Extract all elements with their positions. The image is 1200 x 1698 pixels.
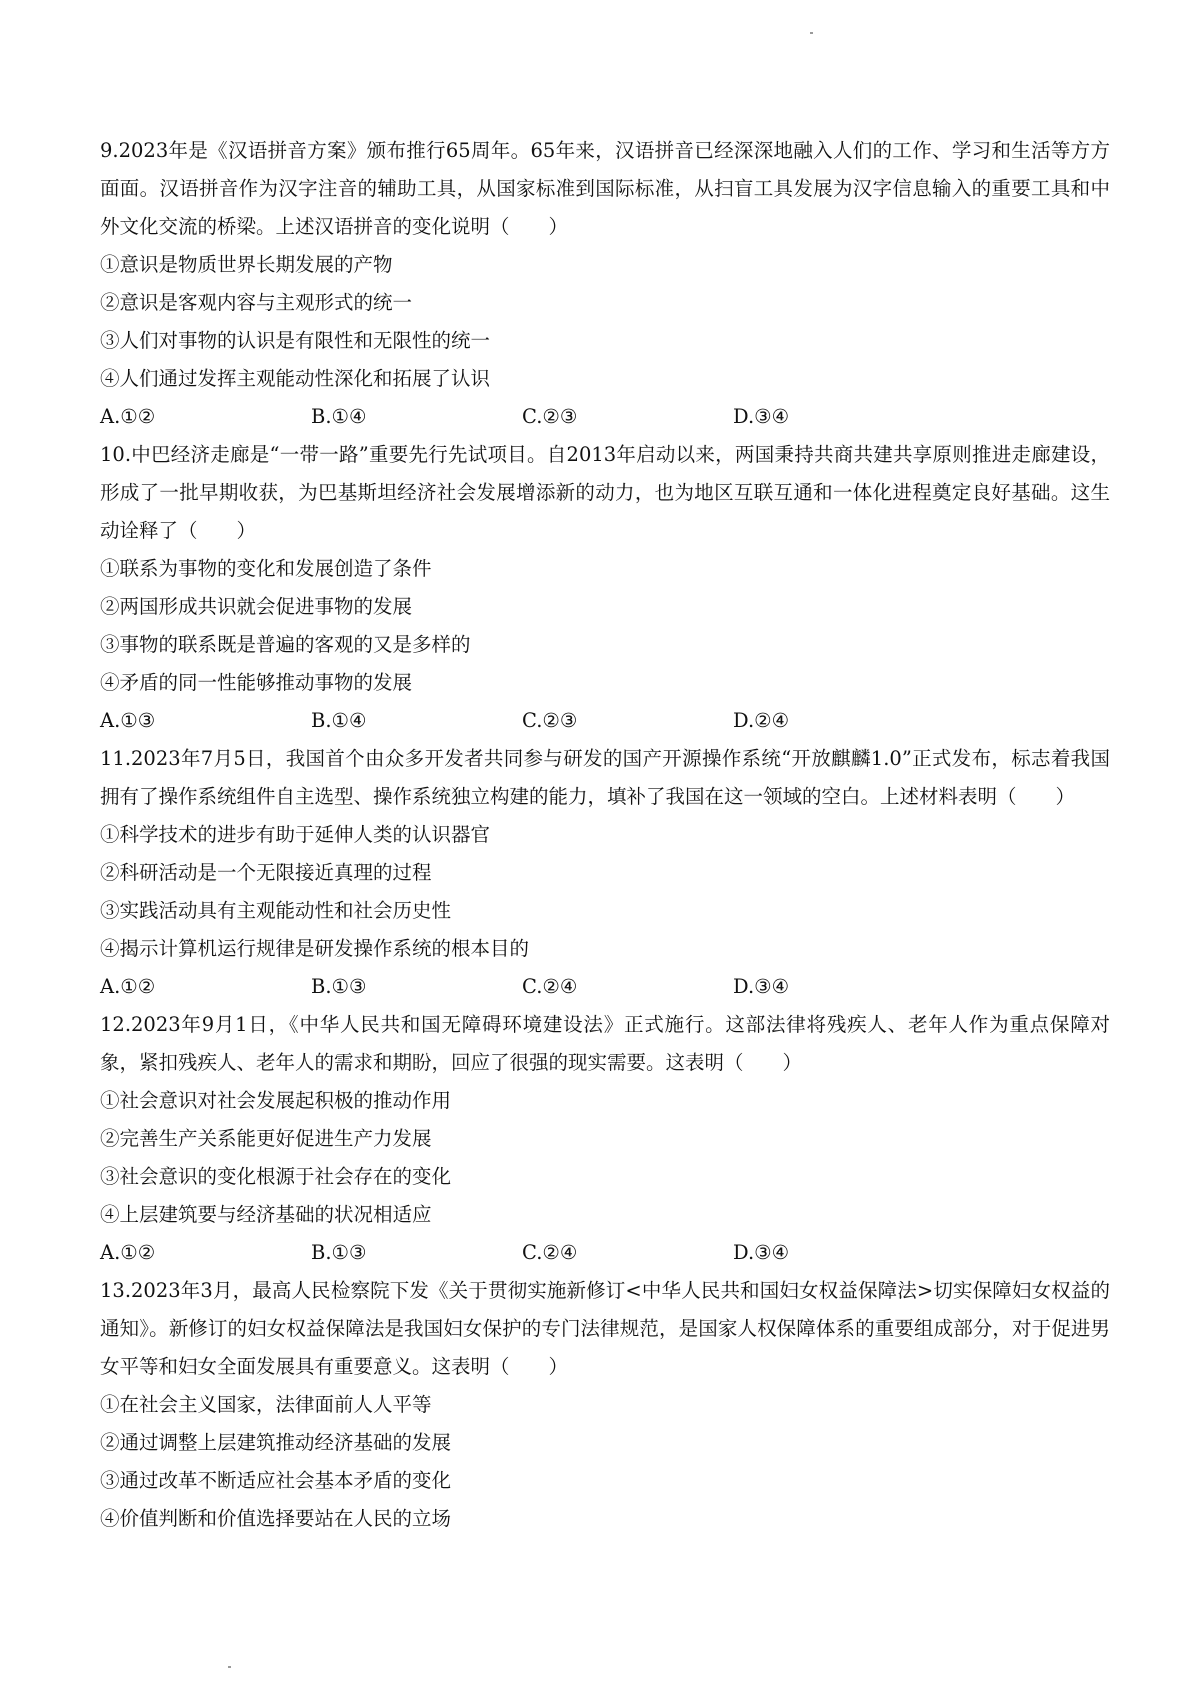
question-12 <box>100 1006 1110 1272</box>
choice-d: D.②④ <box>733 709 790 732</box>
answer-choices <box>100 398 1110 436</box>
answer-choices <box>100 702 1110 740</box>
statement-4: ④矛盾的同一性能够推动事物的发展 <box>100 671 413 694</box>
choice-c: C.②③ <box>522 709 578 732</box>
statement-2: ②科研活动是一个无限接近真理的过程 <box>100 861 432 884</box>
choice-b: B.①④ <box>311 405 367 428</box>
question-stem: 10.中巴经济走廊是“一带一路”重要先行先试项目。自2013年启动以来，两国秉持共商共建共享原则推进走廊建设，形成了一批早期收获，为巴基斯坦经济社会发展增添新的动力，也为地区互联互通和一体化进程奠定良好基础。这生动诠释了（ ） <box>100 443 1110 542</box>
statement-1: ①在社会主义国家，法律面前人人平等 <box>100 1393 432 1416</box>
statement-4: ④价值判断和价值选择要站在人民的立场 <box>100 1507 452 1530</box>
statement-2: ②通过调整上层建筑推动经济基础的发展 <box>100 1431 452 1454</box>
question-9 <box>100 132 1110 436</box>
question-stem: 9.2023年是《汉语拼音方案》颁布推行65周年。65年来，汉语拼音已经深深地融入人们的工作、学习和生活等方方面面。汉语拼音作为汉字注音的辅助工具，从国家标准到国际标准，从扫盲工具发展为汉字信息输入的重要工具和中外文化交流的桥梁。上述汉语拼音的变化说明（ ） <box>100 139 1110 238</box>
choice-d: D.③④ <box>733 1241 790 1264</box>
choice-d: D.③④ <box>733 405 790 428</box>
choice-a: A.①② <box>100 1241 156 1264</box>
statement-1: ①社会意识对社会发展起积极的推动作用 <box>100 1089 452 1112</box>
answer-choices <box>100 968 1110 1006</box>
statement-3: ③通过改革不断适应社会基本矛盾的变化 <box>100 1469 452 1492</box>
statement-2: ②意识是客观内容与主观形式的统一 <box>100 291 413 314</box>
statement-3: ③社会意识的变化根源于社会存在的变化 <box>100 1165 452 1188</box>
choice-d: D.③④ <box>733 975 790 998</box>
choice-a: A.①③ <box>100 709 156 732</box>
statement-3: ③实践活动具有主观能动性和社会历史性 <box>100 899 452 922</box>
question-stem: 12.2023年9月1日，《中华人民共和国无障碍环境建设法》正式施行。这部法律将残疾人、老年人作为重点保障对象，紧扣残疾人、老年人的需求和期盼，回应了很强的现实需要。这表明（ ） <box>100 1013 1110 1074</box>
choice-a: A.①② <box>100 405 156 428</box>
question-10 <box>100 436 1110 740</box>
question-13 <box>100 1272 1110 1538</box>
answer-choices <box>100 1234 1110 1272</box>
choice-c: C.②④ <box>522 975 578 998</box>
choice-b: B.①③ <box>311 975 367 998</box>
choice-b: B.①③ <box>311 1241 367 1264</box>
statement-4: ④揭示计算机运行规律是研发操作系统的根本目的 <box>100 937 530 960</box>
scan-mark-top <box>810 32 813 34</box>
statement-3: ③事物的联系既是普遍的客观的又是多样的 <box>100 633 471 656</box>
question-stem: 13.2023年3月，最高人民检察院下发《关于贯彻实施新修订<中华人民共和国妇女权益保障法>切实保障妇女权益的通知》。新修订的妇女权益保障法是我国妇女保护的专门法律规范，是国家人权保障体系的重要组成部分，对于促进男女平等和妇女全面发展具有重要意义。这表明（ ） <box>100 1279 1110 1378</box>
choice-a: A.①② <box>100 975 156 998</box>
question-list <box>100 132 1110 1538</box>
statement-4: ④上层建筑要与经济基础的状况相适应 <box>100 1203 432 1226</box>
choice-c: C.②③ <box>522 405 578 428</box>
question-stem: 11.2023年7月5日，我国首个由众多开发者共同参与研发的国产开源操作系统“开放麒麟1.0”正式发布，标志着我国拥有了操作系统组件自主选型、操作系统独立构建的能力，填补了我国在这一领域的空白。上述材料表明（ ） <box>100 747 1110 808</box>
question-11 <box>100 740 1110 1006</box>
statement-2: ②完善生产关系能更好促进生产力发展 <box>100 1127 432 1150</box>
statement-1: ①联系为事物的变化和发展创造了条件 <box>100 557 432 580</box>
statement-1: ①意识是物质世界长期发展的产物 <box>100 253 393 276</box>
scan-mark-bottom <box>228 1666 231 1668</box>
choice-b: B.①④ <box>311 709 367 732</box>
statement-3: ③人们对事物的认识是有限性和无限性的统一 <box>100 329 491 352</box>
statement-2: ②两国形成共识就会促进事物的发展 <box>100 595 413 618</box>
statement-1: ①科学技术的进步有助于延伸人类的认识器官 <box>100 823 491 846</box>
choice-c: C.②④ <box>522 1241 578 1264</box>
statement-4: ④人们通过发挥主观能动性深化和拓展了认识 <box>100 367 491 390</box>
